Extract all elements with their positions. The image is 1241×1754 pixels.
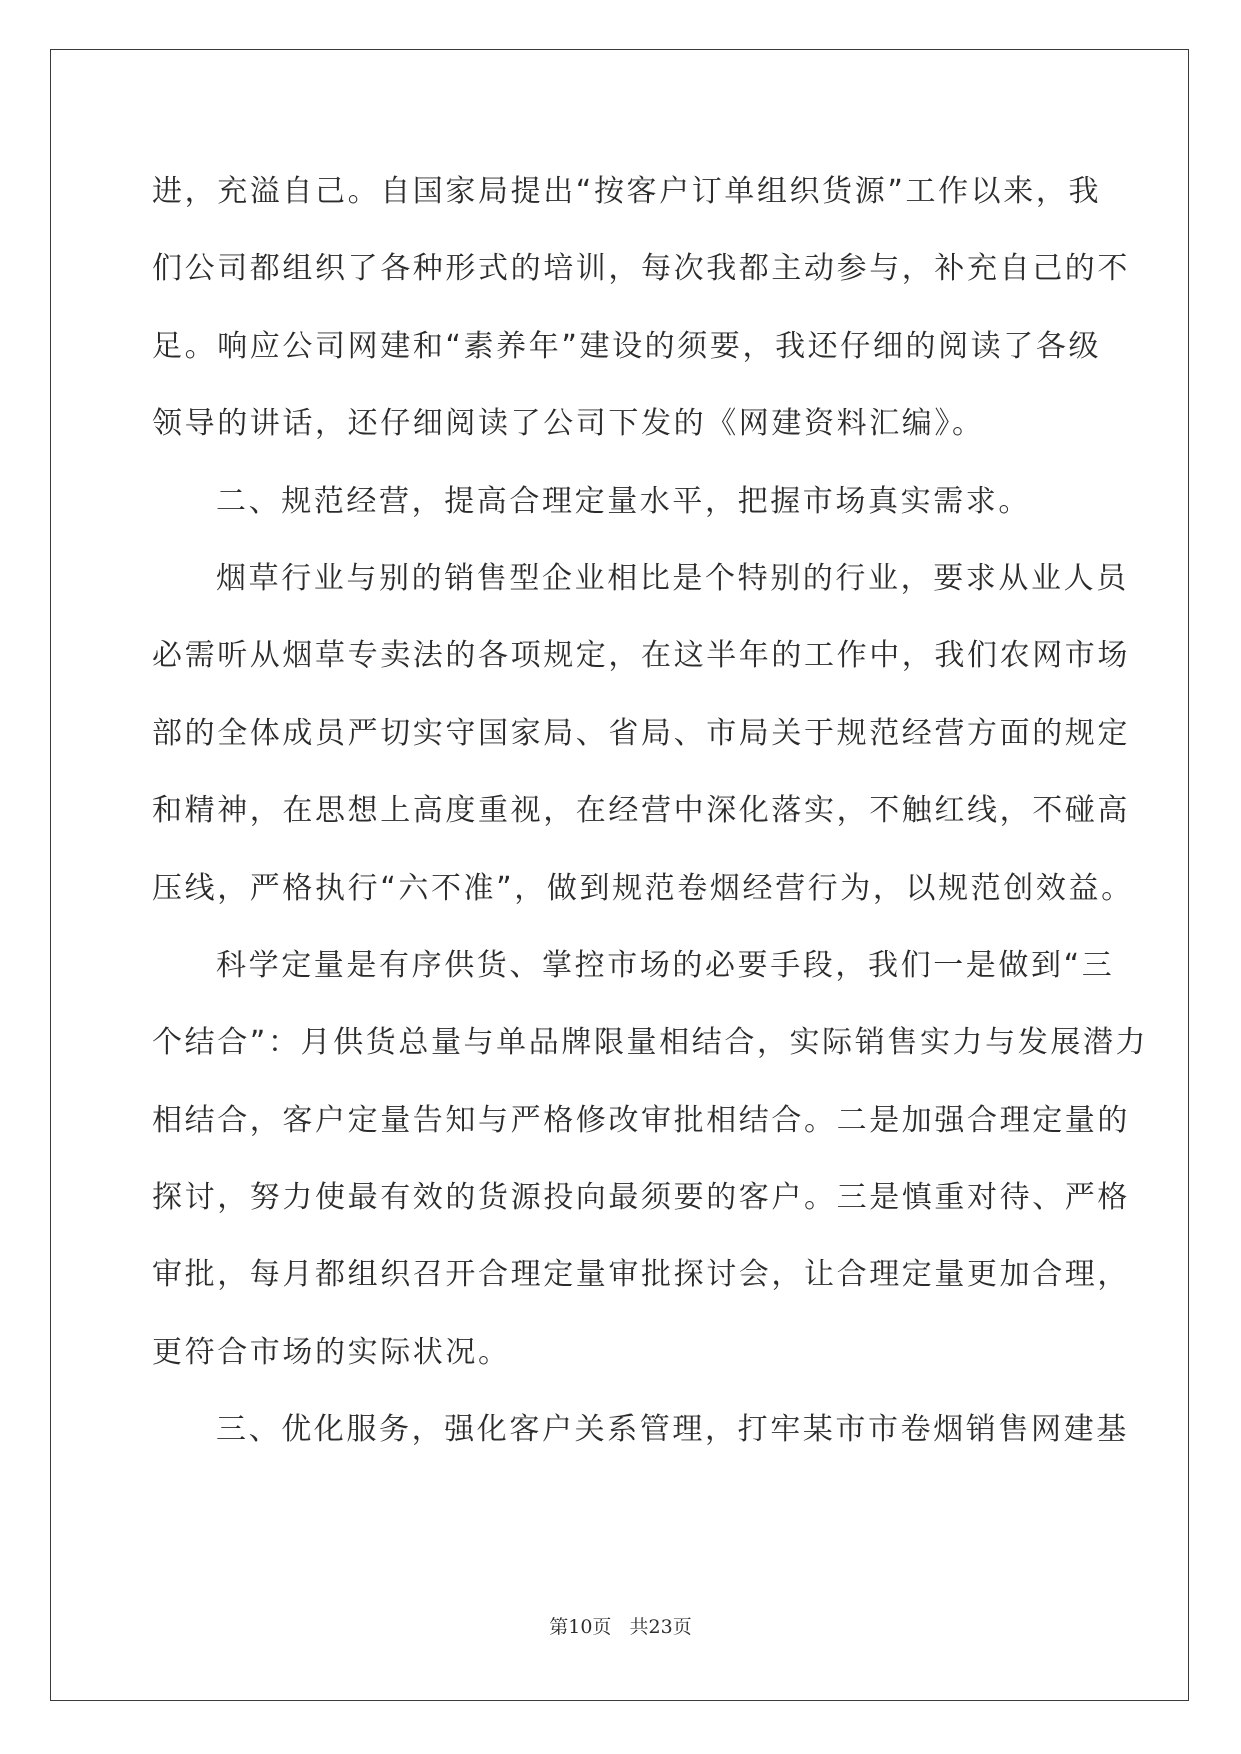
text-line: 必需听从烟草专卖法的各项规定，在这半年的工作中，我们农网市场 <box>152 638 1130 674</box>
text-line: 进，充溢自己。自国家局提出“按客户订单组织货源”工作以来，我 <box>152 174 1102 209</box>
text-line: 领导的讲话，还仔细阅读了公司下发的《网建资料汇编》。 <box>152 406 985 442</box>
page-footer <box>0 1612 1241 1639</box>
text-line: 科学定量是有序供货、掌控市场的必要手段，我们一是做到“三 <box>216 947 1115 983</box>
text-line: 足。响应公司网建和“素养年”建设的须要，我还仔细的阅读了各级 <box>152 328 1102 364</box>
text-line: 们公司都组织了各种形式的培训，每次我都主动参与，补充自己的不 <box>152 251 1130 287</box>
text-line: 探讨，努力使最有效的货源投向最须要的客户。三是慎重对待、严格 <box>152 1180 1130 1216</box>
text-line: 和精神，在思想上高度重视，在经营中深化落实，不触红线，不碰高 <box>152 793 1130 829</box>
text-line: 个结合”：月供货总量与单品牌限量相结合，实际销售实力与发展潜力 <box>152 1025 1149 1061</box>
section-heading: 二、规范经营，提高合理定量水平，把握市场真实需求。 <box>216 483 1031 519</box>
document-body <box>152 167 1149 1483</box>
text-line: 压线，严格执行“六不准”，做到规范卷烟经营行为，以规范创效益。 <box>152 870 1134 906</box>
text-line: 相结合，客户定量告知与严格修改审批相结合。二是加强合理定量的 <box>152 1102 1130 1138</box>
page-number: 第10页 共23页 <box>549 1616 692 1638</box>
section-heading: 三、优化服务，强化客户关系管理，打牢某市市卷烟销售网建基 <box>216 1412 1129 1448</box>
text-line: 烟草行业与别的销售型企业相比是个特别的行业，要求从业人员 <box>216 560 1129 596</box>
text-line: 更符合市场的实际状况。 <box>152 1334 511 1370</box>
text-line: 部的全体成员严切实守国家局、省局、市局关于规范经营方面的规定 <box>152 715 1130 751</box>
text-line: 审批，每月都组织召开合理定量审批探讨会，让合理定量更加合理， <box>152 1257 1130 1293</box>
